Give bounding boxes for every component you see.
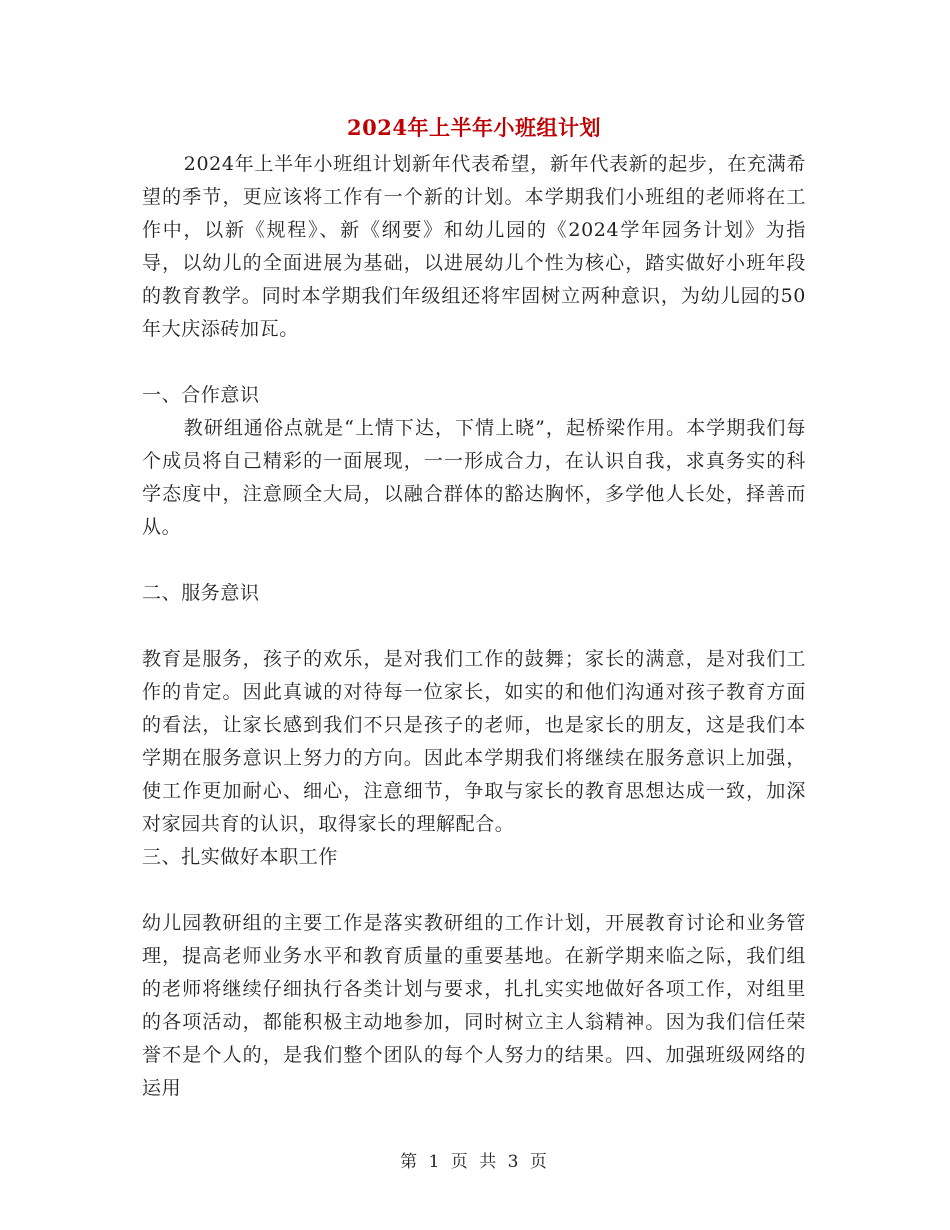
section-text-duties: 幼儿园教研组的主要工作是落实教研组的工作计划，开展教育讨论和业务管理，提高老师业务水平和教育质量的重要基地。在新学期来临之际，我们组的老师将继续仔细执行各类计划与要求，扎扎实实地做好各项工作，对组里的各项活动，都能积极主动地参加，同时树立主人翁精神。因为我们信任荣誉不是个人的，是我们整个团队的每个人努力的结果。四、加强班级网络的运用 [142, 912, 806, 1099]
section-text-service: 教育是服务，孩子的欢乐，是对我们工作的鼓舞；家长的满意，是对我们工作的肯定。因此真诚的对待每一位家长，如实的和他们沟通对孩子教育方面的看法，让家长感到我们不只是孩子的老师，也是家长的朋友，这是我们本学期在服务意识上努力的方向。因此本学期我们将继续在服务意识上加强，使工作更加耐心、细心，注意细节，争取与家长的教育思想达成一致，加深对家园共育的认识，取得家长的理解配合。 [142, 648, 806, 835]
paragraph-spacer [142, 346, 806, 379]
document-body [142, 108, 806, 1105]
document-title: 2024年上半年小班组计划 [347, 115, 601, 140]
section-heading-cooperation: 一、合作意识 [142, 384, 260, 406]
section-heading-service: 二、服务意识 [142, 582, 260, 604]
page-number-footer: 第 1 页 共 3 页 [400, 1152, 550, 1172]
section-heading-duties: 三、扎实做好本职工作 [142, 846, 339, 868]
paragraph-spacer [142, 610, 806, 643]
section-text-cooperation: 教研组通俗点就是“上情下达，下情上晓”，起桥梁作用。本学期我们每个成员将自己精彩的一面展现，一一形成合力，在认识自我，求真务实的科学态度中，注意顾全大局，以融合群体的豁达胸怀，多学他人长处，择善而从。 [142, 417, 806, 538]
paragraph-spacer [142, 874, 806, 907]
paragraph-spacer [142, 544, 806, 577]
intro-paragraph: 2024年上半年小班组计划新年代表希望，新年代表新的起步，在充满希望的季节，更应该将工作有一个新的计划。本学期我们小班组的老师将在工作中，以新《规程》、新《纲要》和幼儿园的《2024学年园务计划》为指导，以幼儿的全面进展为基础，以进展幼儿个性为核心，踏实做好小班年段的教育教学。同时本学期我们年级组还将牢固树立两种意识，为幼儿园的50年大庆添砖加瓦。 [142, 153, 806, 340]
